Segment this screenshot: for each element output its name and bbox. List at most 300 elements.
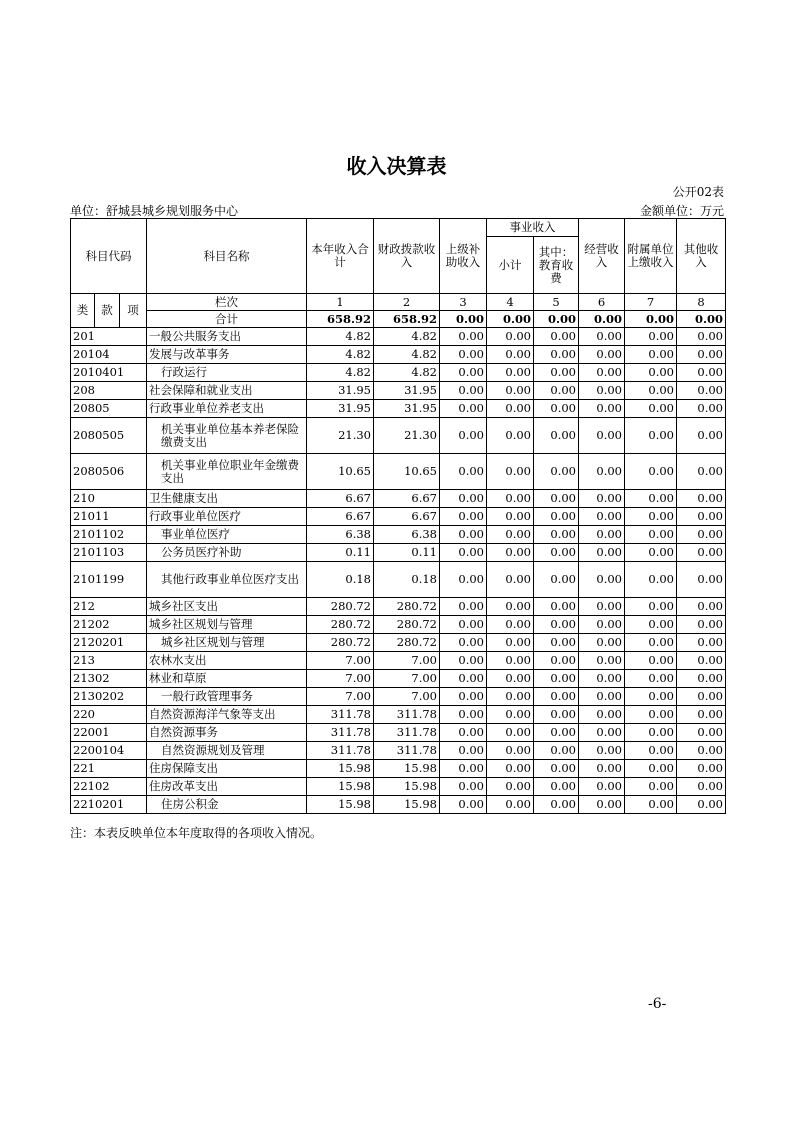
row-value: 6.67 [307,508,374,526]
row-value: 0.00 [534,724,579,742]
row-value: 0.00 [440,544,487,562]
row-value: 0.00 [534,454,579,490]
row-value: 0.00 [487,688,534,706]
table-row [71,796,726,814]
table-row [71,670,726,688]
row-value: 4.82 [307,364,374,382]
table-row [71,688,726,706]
table-row [71,706,726,724]
row-name: 机关事业单位基本养老保险缴费支出 [147,418,307,454]
row-code: 2080505 [71,418,147,454]
row-value: 0.00 [534,526,579,544]
row-value: 0.00 [534,346,579,364]
table-row [71,508,726,526]
table-row [71,364,726,382]
row-name: 农林水支出 [147,652,307,670]
row-code: 213 [71,652,147,670]
row-code: 2010401 [71,364,147,382]
table-row [71,328,726,346]
table-row [71,418,726,454]
row-value: 0.00 [487,616,534,634]
row-value: 0.00 [579,328,625,346]
row-code: 221 [71,760,147,778]
row-value: 0.00 [579,760,625,778]
row-value: 0.00 [534,544,579,562]
row-value: 0.00 [625,562,677,598]
row-value: 0.00 [677,400,726,418]
table-row [71,742,726,760]
row-value: 0.00 [487,454,534,490]
row-value: 0.00 [440,724,487,742]
row-value: 0.00 [534,778,579,796]
row-value: 280.72 [307,616,374,634]
row-value: 0.00 [440,706,487,724]
row-value: 0.00 [625,652,677,670]
row-value: 0.00 [677,760,726,778]
row-value: 0.00 [534,400,579,418]
row-value: 0.00 [534,706,579,724]
row-value: 280.72 [374,634,440,652]
row-value: 0.00 [440,634,487,652]
row-value: 0.00 [487,634,534,652]
row-value: 0.00 [487,742,534,760]
total-value: 0.00 [579,311,625,328]
page-title: 收入决算表 [346,154,447,178]
row-value: 0.00 [534,760,579,778]
row-value: 0.00 [677,688,726,706]
row-name: 公务员医疗补助 [147,544,307,562]
row-value: 0.00 [487,670,534,688]
row-code: 22102 [71,778,147,796]
row-value: 0.00 [487,778,534,796]
row-value: 15.98 [307,760,374,778]
row-value: 0.00 [625,328,677,346]
col-number: 4 [487,294,534,311]
row-value: 0.00 [625,706,677,724]
header-subject-code: 科目代码 [71,219,147,294]
row-code: 2080506 [71,454,147,490]
unit-label: 单位：舒城县城乡规划服务中心 [70,204,239,218]
row-value: 0.00 [440,346,487,364]
row-value: 10.65 [374,454,440,490]
row-value: 0.00 [625,544,677,562]
row-value: 15.98 [374,760,440,778]
row-name: 自然资源海洋气象等支出 [147,706,307,724]
row-value: 0.00 [440,400,487,418]
total-label: 合计 [147,311,307,328]
row-value: 0.00 [677,670,726,688]
row-value: 6.67 [374,490,440,508]
row-code: 22001 [71,724,147,742]
row-code: 2130202 [71,688,147,706]
row-value: 15.98 [374,796,440,814]
row-value: 0.00 [625,670,677,688]
row-code: 2210201 [71,796,147,814]
row-value: 0.00 [487,382,534,400]
row-value: 0.00 [487,706,534,724]
row-value: 0.00 [677,364,726,382]
row-name: 城乡社区规划与管理 [147,634,307,652]
row-value: 311.78 [374,742,440,760]
income-table [70,218,726,814]
row-value: 7.00 [374,652,440,670]
row-value: 0.00 [534,418,579,454]
row-value: 0.00 [487,544,534,562]
row-value: 0.00 [487,724,534,742]
row-value: 31.95 [307,382,374,400]
row-value: 280.72 [374,598,440,616]
row-value: 0.00 [579,652,625,670]
row-value: 10.65 [307,454,374,490]
row-value: 0.00 [625,508,677,526]
row-value: 0.00 [579,778,625,796]
row-name: 行政事业单位医疗 [147,508,307,526]
row-value: 0.00 [487,346,534,364]
table-row [71,598,726,616]
row-value: 0.00 [534,490,579,508]
row-value: 0.00 [534,688,579,706]
row-value: 0.00 [677,706,726,724]
total-value: 0.00 [440,311,487,328]
page-number: -6- [648,996,667,1012]
header-subject-name: 科目名称 [147,219,307,294]
table-row [71,634,726,652]
row-value: 0.00 [677,508,726,526]
row-value: 0.00 [625,526,677,544]
row-value: 31.95 [307,400,374,418]
row-value: 0.00 [440,760,487,778]
header-fiscal-allocation: 财政拨款收入 [374,219,440,294]
header-superior-subsidy: 上级补助收入 [440,219,487,294]
total-value: 0.00 [534,311,579,328]
row-value: 0.00 [440,652,487,670]
row-name: 自然资源规划及管理 [147,742,307,760]
row-value: 0.00 [440,670,487,688]
row-name: 住房改革支出 [147,778,307,796]
row-value: 0.00 [487,418,534,454]
header-business-income: 事业收入 [487,219,579,237]
col-number: 5 [534,294,579,311]
row-value: 0.00 [534,742,579,760]
row-value: 0.00 [677,490,726,508]
row-code: 2120201 [71,634,147,652]
row-value: 0.00 [579,454,625,490]
row-value: 0.00 [579,634,625,652]
row-value: 0.00 [534,670,579,688]
row-value: 0.00 [534,652,579,670]
table-row [71,724,726,742]
row-value: 0.00 [579,724,625,742]
row-value: 31.95 [374,382,440,400]
header-education-fee: 其中：教育收费 [534,237,579,294]
row-value: 0.00 [579,400,625,418]
row-code: 2101102 [71,526,147,544]
row-value: 0.00 [677,418,726,454]
header-lei: 类 [71,294,95,328]
row-value: 0.00 [677,562,726,598]
row-value: 0.00 [534,328,579,346]
row-code: 212 [71,598,147,616]
row-value: 0.18 [374,562,440,598]
table-row [71,544,726,562]
row-value: 21.30 [374,418,440,454]
row-value: 0.00 [677,724,726,742]
row-value: 0.00 [440,418,487,454]
row-name: 一般行政管理事务 [147,688,307,706]
row-value: 0.00 [677,616,726,634]
row-value: 0.00 [625,364,677,382]
row-value: 311.78 [307,742,374,760]
row-code: 210 [71,490,147,508]
row-value: 6.38 [307,526,374,544]
row-value: 0.00 [487,400,534,418]
table-row [71,562,726,598]
row-value: 0.00 [440,328,487,346]
row-value: 0.00 [440,454,487,490]
row-value: 280.72 [307,598,374,616]
row-value: 0.00 [440,742,487,760]
header-operating-income: 经营收入 [579,219,625,294]
row-value: 0.00 [579,742,625,760]
row-value: 7.00 [307,652,374,670]
row-value: 0.00 [579,796,625,814]
row-code: 220 [71,706,147,724]
row-value: 0.00 [677,346,726,364]
row-value: 0.00 [677,598,726,616]
row-value: 0.00 [677,796,726,814]
row-code: 21011 [71,508,147,526]
row-value: 0.00 [440,562,487,598]
row-value: 0.00 [677,526,726,544]
row-value: 6.67 [374,508,440,526]
row-name: 住房保障支出 [147,760,307,778]
col-number: 1 [307,294,374,311]
row-value: 0.00 [487,526,534,544]
row-value: 0.00 [440,616,487,634]
row-name: 机关事业单位职业年金缴费支出 [147,454,307,490]
row-value: 0.00 [534,562,579,598]
col-number: 2 [374,294,440,311]
row-value: 7.00 [374,688,440,706]
row-value: 0.00 [440,688,487,706]
total-value: 0.00 [625,311,677,328]
row-name: 其他行政事业单位医疗支出 [147,562,307,598]
table-note: 注：本表反映单位本年度取得的各项收入情况。 [70,826,323,840]
table-row [71,760,726,778]
row-value: 4.82 [374,346,440,364]
row-value: 0.00 [579,562,625,598]
row-value: 0.00 [625,760,677,778]
row-value: 0.00 [625,400,677,418]
row-value: 0.00 [677,634,726,652]
row-value: 0.00 [625,688,677,706]
row-value: 0.00 [677,328,726,346]
row-value: 0.00 [487,490,534,508]
header-total-income: 本年收入合计 [307,219,374,294]
header-subtotal: 小计 [487,237,534,294]
row-value: 0.00 [625,346,677,364]
row-code: 21302 [71,670,147,688]
row-value: 0.18 [307,562,374,598]
row-code: 20805 [71,400,147,418]
row-value: 0.00 [579,382,625,400]
row-value: 0.00 [487,652,534,670]
row-value: 7.00 [374,670,440,688]
row-code: 2101103 [71,544,147,562]
header-xiang: 项 [120,294,147,328]
row-value: 0.00 [440,382,487,400]
row-value: 4.82 [307,346,374,364]
row-name: 林业和草原 [147,670,307,688]
row-name: 行政运行 [147,364,307,382]
row-name: 城乡社区规划与管理 [147,616,307,634]
header-kuan: 款 [95,294,120,328]
row-value: 0.00 [579,616,625,634]
row-value: 15.98 [307,778,374,796]
row-value: 0.00 [625,616,677,634]
row-value: 0.00 [534,796,579,814]
row-code: 21202 [71,616,147,634]
row-name: 事业单位医疗 [147,526,307,544]
row-value: 31.95 [374,400,440,418]
row-value: 0.00 [579,490,625,508]
row-value: 0.00 [677,742,726,760]
row-value: 0.00 [440,598,487,616]
row-name: 一般公共服务支出 [147,328,307,346]
row-value: 6.38 [374,526,440,544]
row-value: 0.00 [579,364,625,382]
table-row [71,382,726,400]
row-value: 4.82 [307,328,374,346]
row-value: 0.00 [440,364,487,382]
row-value: 0.00 [440,508,487,526]
row-value: 0.00 [579,598,625,616]
row-value: 0.00 [579,544,625,562]
table-row [71,526,726,544]
row-value: 0.11 [307,544,374,562]
row-name: 行政事业单位养老支出 [147,400,307,418]
table-row [71,616,726,634]
row-value: 0.00 [487,562,534,598]
amount-unit: 金额单位：万元 [639,204,724,218]
row-value: 0.00 [677,454,726,490]
row-value: 0.00 [487,796,534,814]
row-value: 0.00 [487,760,534,778]
table-row [71,400,726,418]
row-code: 2101199 [71,562,147,598]
row-code: 201 [71,328,147,346]
row-value: 0.00 [625,454,677,490]
row-value: 4.82 [374,364,440,382]
row-name: 住房公积金 [147,796,307,814]
row-value: 0.00 [579,346,625,364]
row-name: 卫生健康支出 [147,490,307,508]
row-value: 0.00 [487,364,534,382]
row-value: 0.00 [625,598,677,616]
row-value: 0.00 [440,490,487,508]
row-value: 0.00 [487,328,534,346]
row-value: 0.00 [440,796,487,814]
row-value: 0.00 [487,508,534,526]
row-value: 0.00 [625,742,677,760]
form-code: 公开02表 [672,185,724,199]
table-row [71,454,726,490]
row-value: 0.00 [625,796,677,814]
row-value: 0.00 [677,778,726,796]
row-value: 0.00 [625,778,677,796]
row-value: 0.00 [579,526,625,544]
total-value: 658.92 [307,311,374,328]
row-value: 7.00 [307,688,374,706]
row-value: 0.00 [625,382,677,400]
row-value: 0.00 [625,418,677,454]
row-value: 280.72 [374,616,440,634]
row-value: 0.00 [677,652,726,670]
row-value: 0.00 [534,364,579,382]
row-value: 0.00 [534,634,579,652]
row-value: 280.72 [307,634,374,652]
table-row [71,490,726,508]
row-value: 0.00 [579,706,625,724]
row-value: 311.78 [374,706,440,724]
row-value: 0.00 [625,724,677,742]
row-value: 0.00 [534,616,579,634]
row-value: 0.00 [625,490,677,508]
row-code: 2200104 [71,742,147,760]
header-other-income: 其他收入 [677,219,726,294]
row-value: 0.00 [677,544,726,562]
col-number: 8 [677,294,726,311]
row-value: 0.00 [534,382,579,400]
total-value: 658.92 [374,311,440,328]
row-value: 7.00 [307,670,374,688]
row-value: 0.00 [487,598,534,616]
row-value: 311.78 [307,706,374,724]
row-value: 0.00 [579,508,625,526]
row-value: 21.30 [307,418,374,454]
row-value: 311.78 [307,724,374,742]
row-value: 0.00 [677,382,726,400]
total-value: 0.00 [487,311,534,328]
row-value: 0.00 [579,418,625,454]
header-affiliated-payment: 附属单位上缴收入 [625,219,677,294]
row-value: 15.98 [307,796,374,814]
row-name: 社会保障和就业支出 [147,382,307,400]
row-value: 0.00 [534,598,579,616]
row-code: 208 [71,382,147,400]
row-value: 0.00 [534,508,579,526]
col-number: 7 [625,294,677,311]
row-value: 0.00 [440,778,487,796]
row-value: 0.00 [579,688,625,706]
row-value: 0.00 [625,634,677,652]
row-value: 0.00 [440,526,487,544]
total-value: 0.00 [677,311,726,328]
row-code: 20104 [71,346,147,364]
table-row [71,346,726,364]
col-number: 3 [440,294,487,311]
row-value: 311.78 [374,724,440,742]
col-number: 6 [579,294,625,311]
row-name: 发展与改革事务 [147,346,307,364]
row-name: 自然资源事务 [147,724,307,742]
row-value: 4.82 [374,328,440,346]
header-column-no: 栏次 [147,294,307,311]
row-value: 0.11 [374,544,440,562]
table-row [71,652,726,670]
row-value: 6.67 [307,490,374,508]
row-value: 0.00 [579,670,625,688]
